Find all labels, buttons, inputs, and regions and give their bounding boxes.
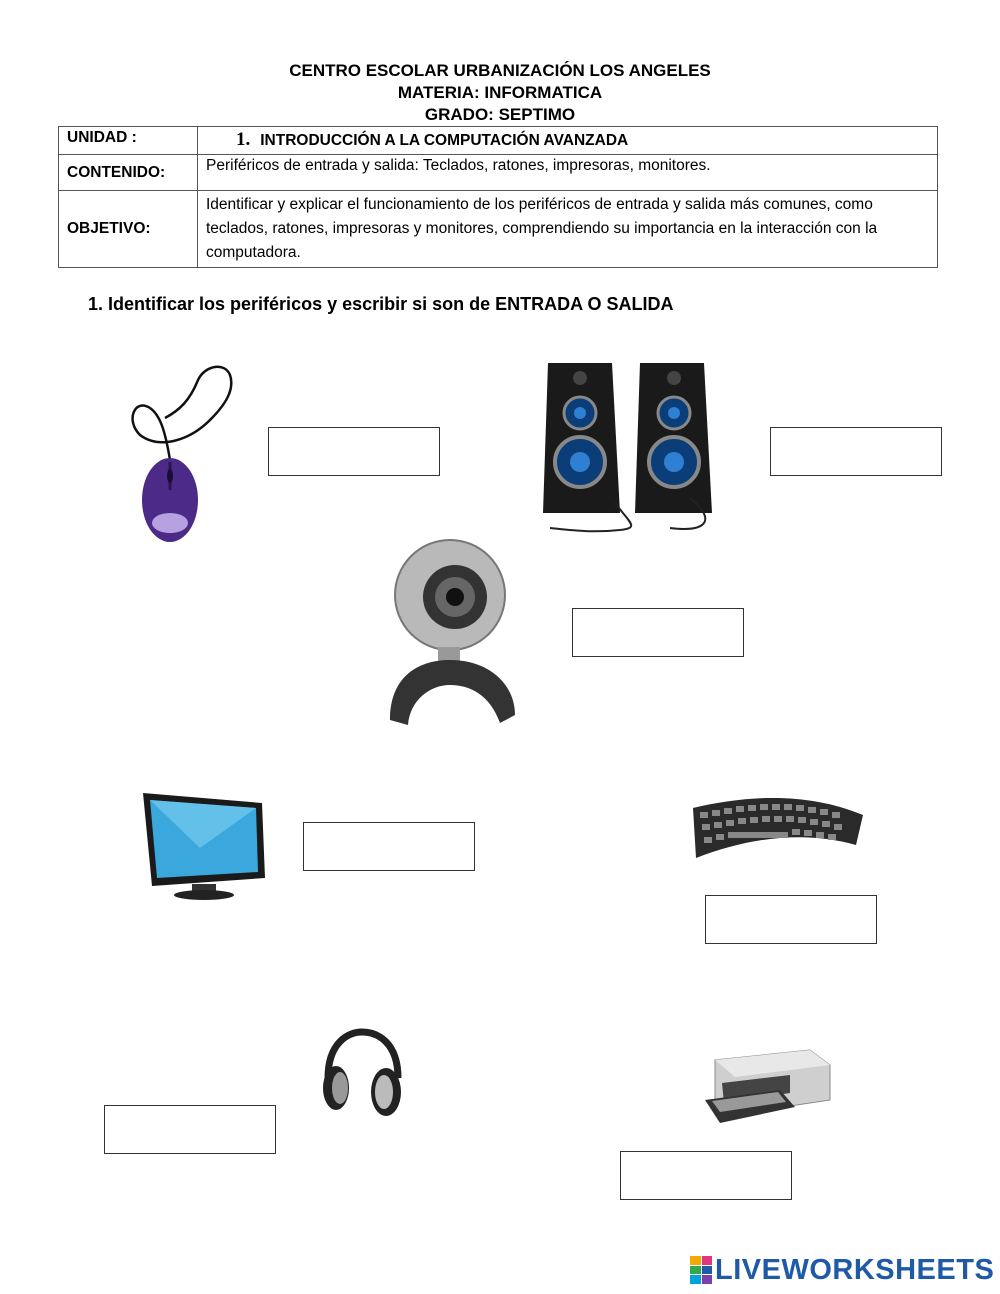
brand-name: LIVEWORKSHEETS [715,1253,995,1286]
unit-label: UNIDAD : [59,127,198,155]
grade-title: GRADO: SEPTIMO [424,105,576,124]
speakers-icon [540,358,720,546]
unit-value: INTRODUCCIÓN A LA COMPUTACIÓN AVANZADA [260,132,629,149]
school-title: CENTRO ESCOLAR URBANIZACIÓN LOS ANGELES [289,61,711,80]
question-1: 1. Identificar los periféricos y escribir si son de ENTRADA O SALIDA [88,294,674,314]
subject-title: MATERIA: INFORMATICA [397,83,603,102]
content-value: Periféricos de entrada y salida: Teclados, ratones, impresoras, monitores. [198,155,938,191]
answer-mouse[interactable] [268,427,440,476]
webcam-icon [380,535,520,730]
objective-row [59,191,938,268]
liveworksheets-logo [690,1254,994,1286]
content-row [59,155,938,191]
answer-webcam[interactable] [572,608,744,657]
content-label: CONTENIDO: [59,155,198,191]
brand-squares-icon [690,1256,712,1284]
headphones-icon [318,1028,406,1118]
objective-value: Identificar y explicar el funcionamiento de los periféricos de entrada y salida más comunes, como teclados, ratones, impresoras y monitores, comprendiendo su importancia en la interacción con la computadora. [198,191,938,268]
printer-icon [700,1045,835,1130]
unit-number: 1. [236,129,251,150]
info-table [58,126,938,268]
keyboard-icon [688,790,866,862]
monitor-icon [140,788,270,903]
answer-printer[interactable] [620,1151,792,1200]
answer-headphones[interactable] [104,1105,276,1154]
unit-cell [198,127,938,155]
answer-speakers[interactable] [770,427,942,476]
answer-keyboard[interactable] [705,895,877,944]
answer-monitor[interactable] [303,822,475,871]
objective-label: OBJETIVO: [59,191,198,268]
unit-row [59,127,938,155]
mouse-icon [120,360,240,542]
